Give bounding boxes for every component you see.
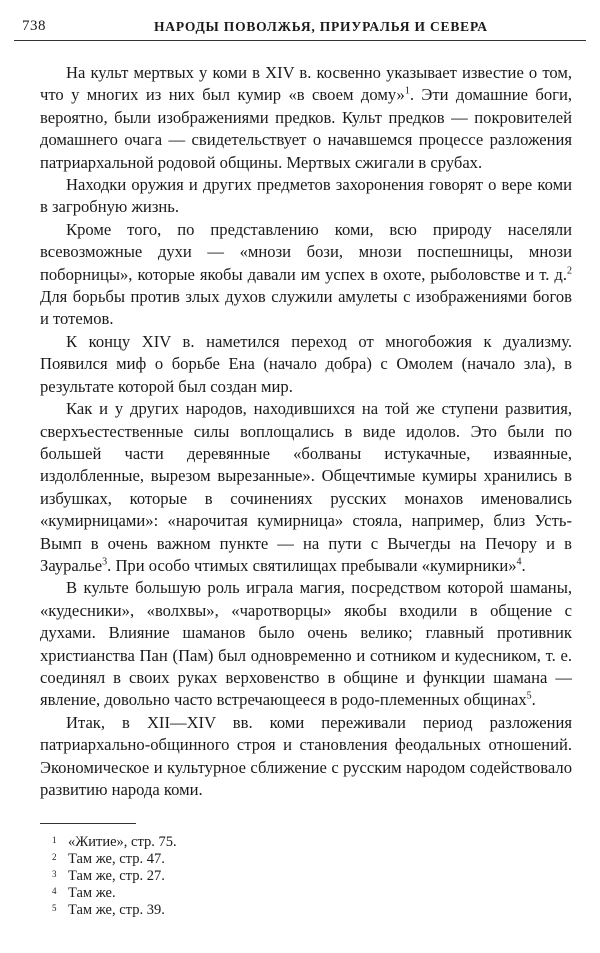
footnote-1 [40,834,440,851]
footnote-mark: 5 [52,903,57,913]
paragraph-3 [40,219,572,331]
footnote-mark: 2 [52,852,57,862]
paragraph-6 [40,577,572,711]
paragraph-7: Итак, в XII—XIV вв. коми переживали период разложения патриархально-общинного строя и становления феодальных отношений. Экономическое и культурное сближение с русским народом содействовало развитию народа коми. [40,712,572,799]
paragraph-1-text-b: . Эти домашние боги, вероятно, были изображениями предков. Культ предков — покровителей домашнего очага — свидетельствует о начавшемся процессе разложения патриархальной родовой общины. Мертвых сжигали в срубах. [40,85,572,172]
footnote-2 [40,851,440,868]
footnote-mark: 1 [52,835,57,845]
footnote-ref-1: 1 [404,85,410,97]
footnote-5 [40,902,440,919]
footnote-text: Там же, стр. 39. [68,902,165,918]
footnote-ref-2: 2 [567,265,572,277]
footnote-text: Там же, стр. 27. [68,868,165,884]
page-number: 738 [22,18,46,34]
footnote-mark: 4 [52,886,57,896]
paragraph-5-text-c: . [521,555,526,575]
running-title: НАРОДЫ ПОВОЛЖЬЯ, ПРИУРАЛЬЯ И СЕВЕРА [154,19,488,34]
footnotes [40,834,440,919]
footnote-4 [40,885,440,902]
paragraph-5-text-a: Как и у других народов, находившихся на той же ступени развития, сверхъестественные силы воплощались в виде идолов. Это были по большей части деревянные «болваны истукачные, изваянные, издолбленные, вырезом вырезанные». Общечтимые кумиры хранились в избушках, которые в сочинениях русских монахов именовались «кумирницами»: «нарочитая кумирница» стояла, например, близ Усть-Вымп в очень важном пункте — на пути с Вычегды на Печору и в Зауралье [40,399,572,575]
paragraph-1 [40,62,572,174]
body-text [40,62,572,801]
footnote-3 [40,868,440,885]
paragraph-2: Находки оружия и других предметов захоронения говорят о вере коми в загробную жизнь. [40,175,572,217]
paragraph-4: К концу XIV в. наметился переход от многобожия к дуализму. Появился миф о борьбе Ена (начало добра) с Омолем (начало зла), в результате которой был создан мир. [40,331,572,396]
footnote-ref-3: 3 [102,556,108,568]
footnote-text: Там же, стр. 47. [68,851,165,867]
page-header [14,12,586,41]
footnote-ref-5: 5 [526,690,532,702]
paragraph-1-text-a: На культ мертвых у коми в XIV в. косвенно указывает известие о том, что у многих из них был кумир «в своем дому» [40,63,572,105]
paragraph-3-text-b: Для борьбы против злых духов служили амулеты с изображениями богов и тотемов. [40,287,572,329]
paragraph-3-text-a: Кроме того, по представлению коми, всю природу населяли всевозможные духи — «мнози бози, мнози поспешницы, мнози поборницы», которые якобы давали им успех в охоте, рыболовстве и т. д. [40,219,572,284]
footnote-ref-4: 4 [516,556,522,568]
footnote-mark: 3 [52,869,57,879]
paragraph-6-text-b: . [531,690,536,710]
footnote-text: «Житие», стр. 75. [68,834,177,850]
footnote-divider [40,823,136,824]
paragraph-5-text-b: . При особо чтимых святилищах пребывали «кумирники» [107,555,517,575]
footnote-text: Там же. [68,885,116,901]
paragraph-5 [40,398,572,577]
paragraph-6-text-a: В культе большую роль играла магия, посредством которой шаманы, «кудесники», «волхвы», «чаротворцы» якобы входили в общение с духами. Влияние шаманов было очень велико; главный противник христианства Пан (Пам) был одновременно и сотником и кудесником, т. е. соединял в своих руках верховенство в общине и функции шамана — явление, довольно часто встречающееся в родо-племенных общинах [40,578,572,710]
